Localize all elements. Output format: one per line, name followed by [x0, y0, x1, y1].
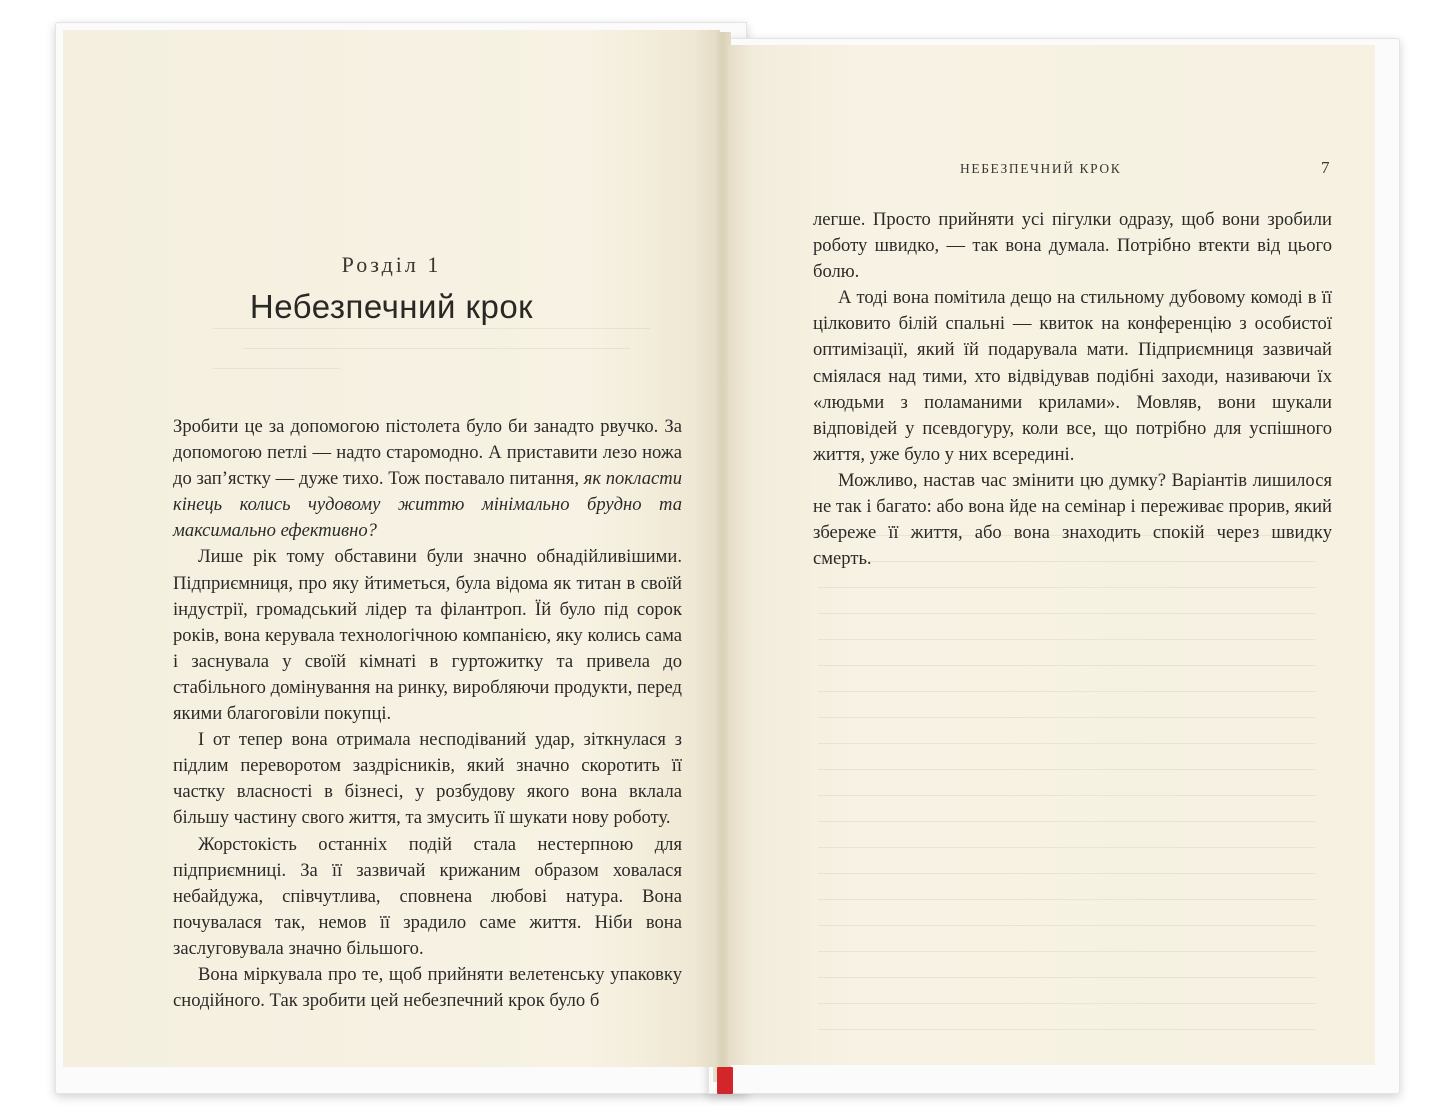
- left-page: [63, 30, 720, 1067]
- paragraph: І от тепер вона отримала несподіваний удар, зіткнулася з підлим переворотом заздрісників, який значно скоротить її частку власності в бізнесі, у розбудову якого вона вклала більшу частину свого життя, та змусить її шукати нову роботу.: [173, 729, 682, 829]
- paragraph: А тоді вона помітила дещо на стильному дубовому комоді в її цілковито білій спальні — квиток на конференцію з особистої оптимізації, який їй подарувала мати. Підприємниця зазвичай сміялася над тими, хто відвідував подібні заходи, називаючи їх «людьми з поламаними крилами». Мовляв, вони шукали відповідей у псевдогуру, коли все, що потрібно для успішного життя, уже було у них всередині.: [813, 287, 1332, 465]
- open-book: [55, 22, 1398, 1092]
- page-number: 7: [1321, 158, 1330, 177]
- chapter-label: Розділ 1: [341, 252, 442, 277]
- right-page-body: [813, 207, 1332, 572]
- paragraph-text: Зробити це за допомогою пістолета було би занадто рвучко. За допомогою петлі — надто старомодно. А приставити лезо ножа до зап’ястку — дуже тихо. Тож поставало питання,: [173, 416, 682, 490]
- right-page: [728, 45, 1375, 1065]
- running-head: НЕБЕЗПЕЧНИЙ КРОК: [960, 161, 1122, 176]
- paragraph: Лише рік тому обставини були значно обнадійливішими. Підприємниця, про яку йтиметься, була відома як титан в своїй індустрії, громадський лідер та філантроп. Їй було під сорок років, вона керувала технологічною компанією, яку колись сама і заснувала у своїй кімнаті в гуртожитку та привела до стабільного домінування на ринку, виробляючи продукти, перед якими благоговіли покупці.: [173, 546, 682, 725]
- chapter-title: Небезпечний крок: [249, 288, 534, 325]
- left-page-body: [173, 414, 682, 1014]
- paragraph: [173, 414, 682, 544]
- ribbon-bookmark: [717, 1067, 733, 1094]
- paragraph: Можливо, настав час змінити цю думку? Варіантів лишилося не так і багато: або вона йде на семінар і переживає прорив, який збереже її життя, або вона знаходить спокій через швидку смерть.: [813, 469, 1332, 570]
- paragraph: легше. Просто прийняти усі пігулки одразу, щоб вони зробили роботу швидко, — так вона думала. Потрібно втекти від цього болю.: [813, 209, 1332, 283]
- italic-question: як покласти кінець колись чудовому життю мінімально брудно та максимально ефективно?: [173, 468, 682, 542]
- paragraph: Вона міркувала про те, щоб прийняти велетенську упаковку снодійного. Так зробити цей небезпечний крок було б: [173, 963, 682, 1012]
- paragraph: Жорстокість останніх подій стала нестерпною для підприємниці. За її зазвичай крижаним образом ховалася небайдужа, співчутлива, сповнена любові натура. Вона почувалася так, немов її зрадило саме життя. Ніби вона заслуговувала значно більшого.: [173, 833, 682, 959]
